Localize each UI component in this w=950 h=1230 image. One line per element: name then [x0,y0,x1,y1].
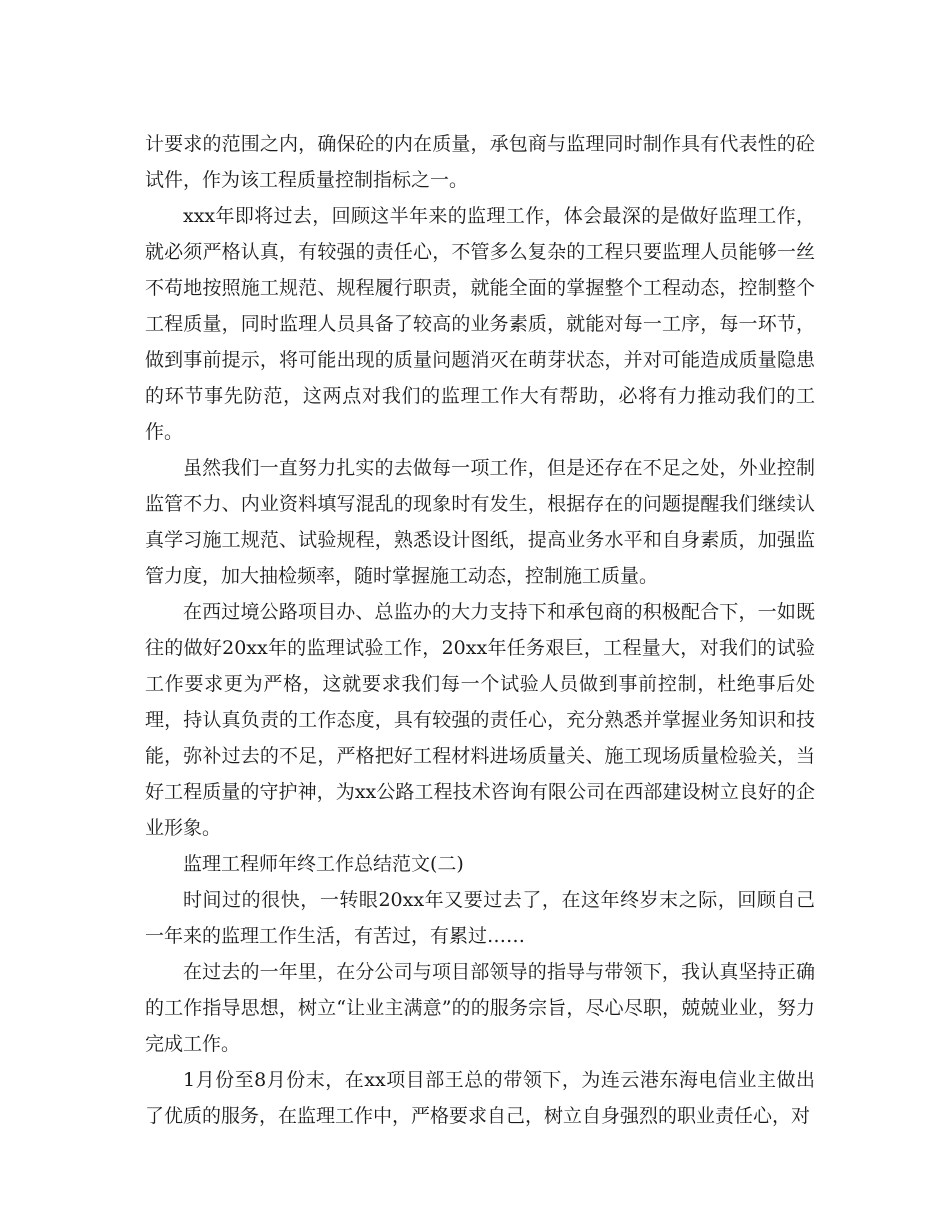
paragraph-review: xxx年即将过去，回顾这半年来的监理工作，体会最深的是做好监理工作，就必须严格认真，有较强的责任心，不管多么复杂的工程只要监理人员能够一丝不苟地按照施工规范、规程履行职责，就能全面的掌握整个工程动态，控制整个工程质量，同时监理人员具备了较高的业务素质，就能对每一工序，每一环节，做到事前提示，将可能出现的质量问题消灭在萌芽状态，并对可能造成质量隐患的环节事先防范，这两点对我们的监理工作大有帮助，必将有力推动我们的工作。 [145,205,815,443]
paragraph-past-year: 在过去的一年里，在分公司与项目部领导的指导与带领下，我认真坚持正确的工作指导思想，树立“让业主满意”的的服务宗旨，尽心尽职，兢兢业业，努力完成工作。 [145,961,815,1055]
paragraph-shortcomings: 虽然我们一直努力扎实的去做每一项工作，但是还存在不足之处，外业控制监管不力、内业资料填写混乱的现象时有发生，根据存在的问题提醒我们继续认真学习施工规范、试验规程，熟悉设计图纸，提高业务水平和自身素质，加强监管力度，加大抽检频率，随时掌握施工动态，控制施工质量。 [145,457,815,587]
document-body [145,126,815,1134]
paragraph-outlook: 在西过境公路项目办、总监办的大力支持下和承包商的积极配合下，一如既往的做好20xx年的监理试验工作，20xx年任务艰巨，工程量大，对我们的试验工作要求更为严格，这就要求我们每一个试验人员做到事前控制，杜绝事后处理，持认真负责的工作态度，具有较强的责任心，充分熟悉并掌握业务知识和技能，弥补过去的不足，严格把好工程材料进场质量关、施工现场质量检验关，当好工程质量的守护神，为xx公路工程技术咨询有限公司在西部建设树立良好的企业形象。 [145,601,815,839]
paragraph-intro: 时间过的很快，一转眼20xx年又要过去了，在这年终岁末之际，回顾自己一年来的监理工作生活，有苦过，有累过…… [145,889,815,947]
paragraph-continuation: 计要求的范围之内，确保砼的内在质量，承包商与监理同时制作具有代表性的砼试件，作为该工程质量控制指标之一。 [145,133,815,191]
paragraph-january-august: 1月份至8月份末，在xx项目部王总的带领下，为连云港东海电信业主做出了优质的服务，在监理工作中，严格要求自己，树立自身强烈的职业责任心，对 [145,1069,815,1127]
section-heading: 监理工程师年终工作总结范文(二) [183,853,464,875]
